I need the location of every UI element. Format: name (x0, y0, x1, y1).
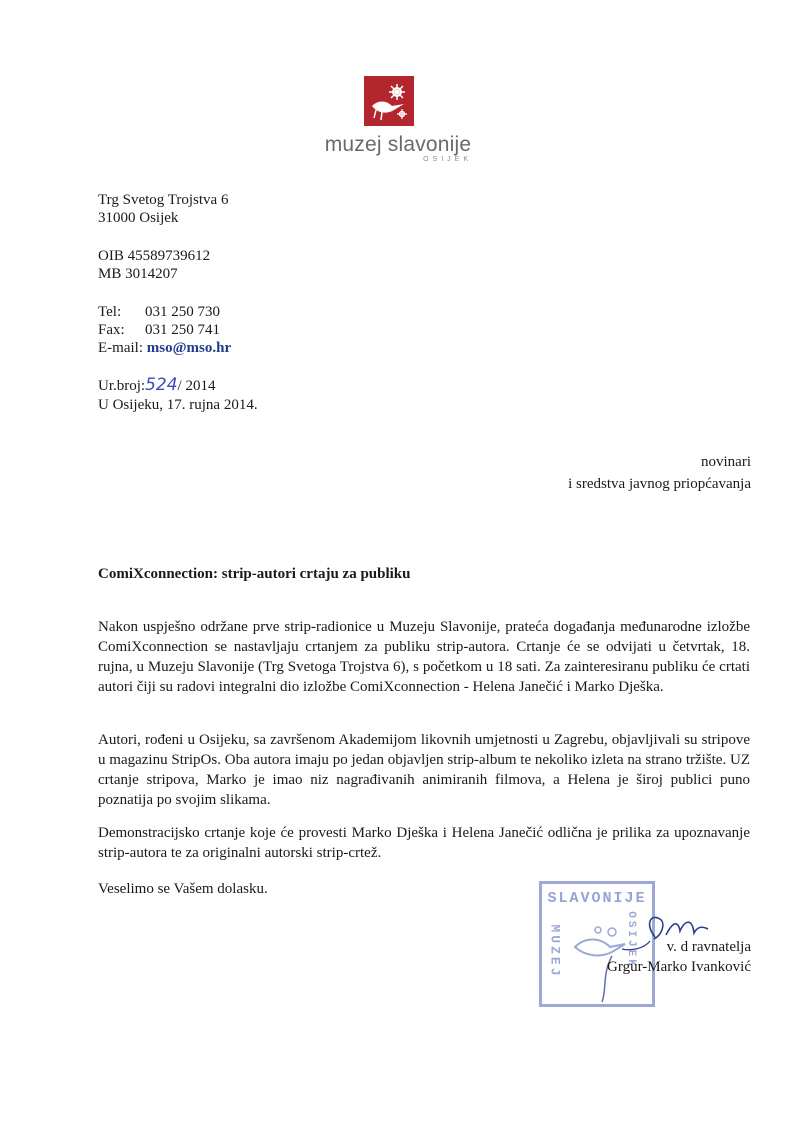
signatory-role: v. d ravnatelja (666, 939, 751, 955)
telephone-line (98, 303, 220, 322)
museum-logo-name: muzej slavonije (324, 133, 472, 156)
email-link[interactable]: mso@mso.hr (146, 340, 232, 356)
oib-number: OIB 45589739612 (98, 248, 211, 264)
body-paragraph-2: Autori, rođeni u Osijeku, sa završenom Akademijom likovnih umjetnosti u Zagrebu, objavljivali su stripove u magazinu StripOs. Oba autora imaju po jedan objavljen strip-album te nekoliko izleta na strano tržište. UZ crtanje stripova, Marko je imao niz nagrađivanih animiranih filmova, a Helena je široj publici puno poznatija po svojim slikama. (98, 732, 750, 808)
stamp-left-text: MUZEJ (547, 924, 563, 979)
address-line-1: Trg Svetog Trojstva 6 (98, 192, 229, 208)
email-line (98, 339, 231, 358)
stamp-top-text: SLAVONIJE (547, 890, 647, 907)
museum-logo-emblem (364, 76, 414, 126)
closing-line: Veselimo se Vašem dolasku. (98, 881, 268, 897)
letter-title: ComiXconnection: strip-autori crtaju za publiku (98, 566, 411, 582)
recipient-line-2: i sredstva javnog priopćavanja (568, 476, 751, 492)
stamp-right-text: OSIJEK (624, 911, 637, 969)
email-label: E-mail: (98, 340, 143, 356)
reference-number-handwritten: 524 (145, 375, 178, 395)
reference-number-line (98, 376, 215, 396)
signatory-name: Grgur-Marko Ivanković (607, 959, 751, 975)
bird-flower-emblem-icon (364, 76, 414, 126)
address-line-2: 31000 Osijek (98, 210, 179, 226)
reference-prefix: Ur.broj: (98, 378, 146, 394)
reference-suffix: / 2014 (177, 378, 216, 394)
museum-logo-city: OSIJEK (423, 156, 472, 163)
mb-number: MB 3014207 (98, 266, 178, 282)
recipient-line-1: novinari (701, 454, 751, 470)
body-paragraph-1: Nakon uspješno održane prve strip-radionice u Muzeju Slavonije, prateća događanja međunarodne izložbe ComiXconnection se nastavljaju crtanjem za publiku strip-autora. Crtanje će se odvijati u četvrtak, 18. rujna, u Muzeju Slavonije (Trg Svetoga Trojstva 6), s početkom u 18 sati. Za zainteresiranu publiku će crtati autori čiji su radovi integralni dio izložbe ComiXconnection - Helena Janečić i Marko Dješka. (98, 619, 750, 695)
telephone-label: Tel: (98, 304, 122, 320)
body-paragraph-3: Demonstracijsko crtanje koje će provesti Marko Dješka i Helena Janečić odlična je prilika za upoznavanje strip-autora te za originalni autorski strip-crtež. (98, 825, 750, 861)
fax-value: 031 250 741 (145, 322, 220, 338)
date-line: U Osijeku, 17. rujna 2014. (98, 397, 258, 413)
fax-label: Fax: (98, 322, 125, 338)
telephone-value: 031 250 730 (145, 304, 220, 320)
fax-line (98, 321, 220, 340)
